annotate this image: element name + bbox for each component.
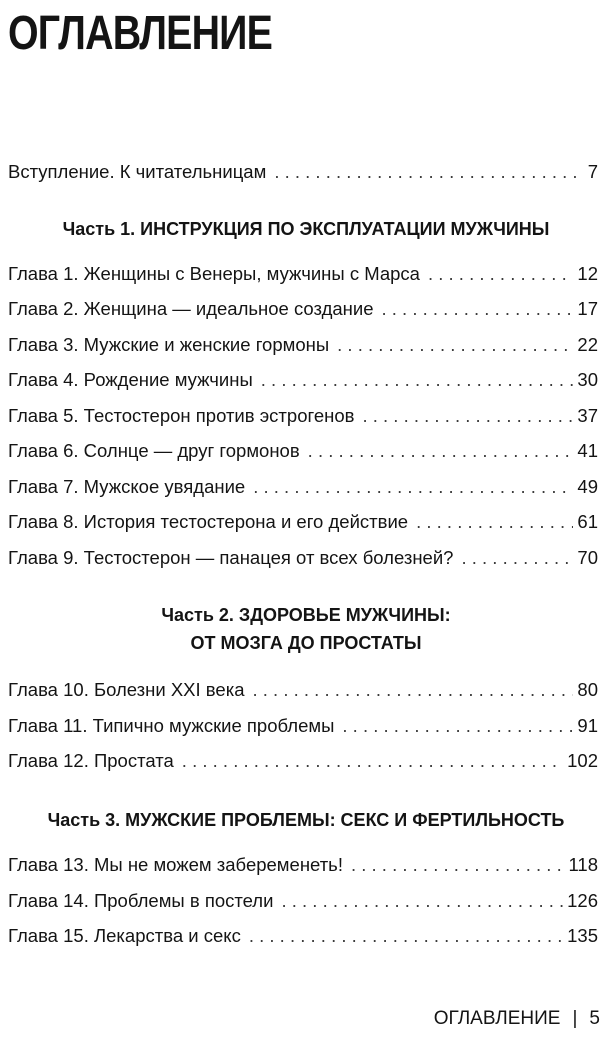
toc-entry-chapter-11[interactable] <box>8 712 598 740</box>
toc-entry-title: Вступление. К читательницам <box>8 161 267 182</box>
toc-entry-chapter-15[interactable] <box>8 922 598 950</box>
toc-entry-chapter-9[interactable] <box>8 544 598 572</box>
dot-leader <box>461 544 573 572</box>
page-title: ОГЛАВЛЕНИЕ <box>8 7 273 60</box>
toc-entry-title: Глава 2. Женщина — идеальное создание <box>8 298 374 319</box>
toc-entry-page: 61 <box>577 511 598 532</box>
toc-entry-chapter-13[interactable] <box>8 851 598 879</box>
toc-entry-page: 17 <box>577 298 598 319</box>
toc-entry-page: 80 <box>577 679 598 700</box>
page-number: 5 <box>589 1008 600 1029</box>
toc-entry-page: 91 <box>577 715 598 736</box>
toc-entry-chapter-10[interactable] <box>8 676 598 704</box>
dot-leader <box>249 922 563 950</box>
footer-separator: | <box>572 1008 578 1029</box>
toc-entry-chapter-2[interactable] <box>8 295 598 323</box>
toc-entry-title: Глава 14. Проблемы в постели <box>8 890 274 911</box>
toc-entry-page: 7 <box>587 161 598 182</box>
toc-entry-page: 41 <box>577 440 598 461</box>
toc-entry-title: Глава 13. Мы не можем забеременеть! <box>8 854 343 875</box>
toc-entry-page: 49 <box>577 476 598 497</box>
part-heading-line: Часть 2. ЗДОРОВЬЕ МУЖЧИНЫ: <box>161 605 451 625</box>
toc-entry-page: 12 <box>577 263 598 284</box>
dot-leader <box>337 331 573 359</box>
dot-leader <box>428 260 573 288</box>
toc-entry-title: Глава 10. Болезни XXI века <box>8 679 245 700</box>
dot-leader <box>253 676 574 704</box>
toc-entry-intro[interactable] <box>8 158 598 186</box>
dot-leader <box>253 473 573 501</box>
toc-entry-page: 118 <box>568 854 598 875</box>
part-heading-line: ОТ МОЗГА ДО ПРОСТАТЫ <box>190 633 422 653</box>
toc-entry-title: Глава 11. Типично мужские проблемы <box>8 715 335 736</box>
dot-leader <box>274 158 583 186</box>
toc-entry-title: Глава 8. История тестостерона и его действие <box>8 511 409 532</box>
toc-entry-chapter-3[interactable] <box>8 331 598 359</box>
toc-entry-chapter-8[interactable] <box>8 508 598 536</box>
toc-entry-chapter-5[interactable] <box>8 402 598 430</box>
toc-entry-page: 135 <box>567 925 598 946</box>
toc-entry-title: Глава 9. Тестостерон — панацея от всех болезней? <box>8 547 454 568</box>
toc-entry-page: 102 <box>567 750 598 771</box>
toc-entry-title: Глава 3. Мужские и женские гормоны <box>8 334 330 355</box>
part-1-heading <box>0 215 612 243</box>
toc-entry-page: 22 <box>577 334 598 355</box>
dot-leader <box>308 437 574 465</box>
toc-entry-title: Глава 6. Солнце — друг гормонов <box>8 440 300 461</box>
toc-entry-page: 126 <box>567 890 598 911</box>
toc-entry-title: Глава 4. Рождение мужчины <box>8 369 253 390</box>
toc-entry-chapter-4[interactable] <box>8 366 598 394</box>
dot-leader <box>182 747 563 775</box>
toc-entry-page: 70 <box>577 547 598 568</box>
toc-entry-chapter-14[interactable] <box>8 887 598 915</box>
toc-entry-title: Глава 5. Тестостерон против эстрогенов <box>8 405 355 426</box>
toc-entry-title: Глава 1. Женщины с Венеры, мужчины с Марса <box>8 263 420 284</box>
toc-entry-chapter-12[interactable] <box>8 747 598 775</box>
part-heading-line: Часть 3. МУЖСКИЕ ПРОБЛЕМЫ: СЕКС И ФЕРТИЛЬНОСТЬ <box>47 810 565 830</box>
running-header-label: ОГЛАВЛЕНИЕ <box>433 1008 561 1029</box>
part-heading-line: Часть 1. ИНСТРУКЦИЯ ПО ЭКСПЛУАТАЦИИ МУЖЧИНЫ <box>62 219 550 239</box>
toc-entry-chapter-6[interactable] <box>8 437 598 465</box>
toc-entry-title: Глава 7. Мужское увядание <box>8 476 246 497</box>
toc-entry-title: Глава 15. Лекарства и секс <box>8 925 241 946</box>
toc-entry-chapter-1[interactable] <box>8 260 598 288</box>
toc-entry-page: 30 <box>577 369 598 390</box>
dot-leader <box>351 851 565 879</box>
part-2-heading <box>0 601 612 657</box>
dot-leader <box>281 887 563 915</box>
toc-entry-page: 37 <box>577 405 598 426</box>
dot-leader <box>362 402 573 430</box>
toc-entry-chapter-7[interactable] <box>8 473 598 501</box>
toc-entry-title: Глава 12. Простата <box>8 750 174 771</box>
page-footer <box>434 1004 600 1034</box>
dot-leader <box>382 295 574 323</box>
dot-leader <box>261 366 574 394</box>
part-3-heading <box>0 806 612 834</box>
dot-leader <box>416 508 573 536</box>
dot-leader <box>342 712 573 740</box>
